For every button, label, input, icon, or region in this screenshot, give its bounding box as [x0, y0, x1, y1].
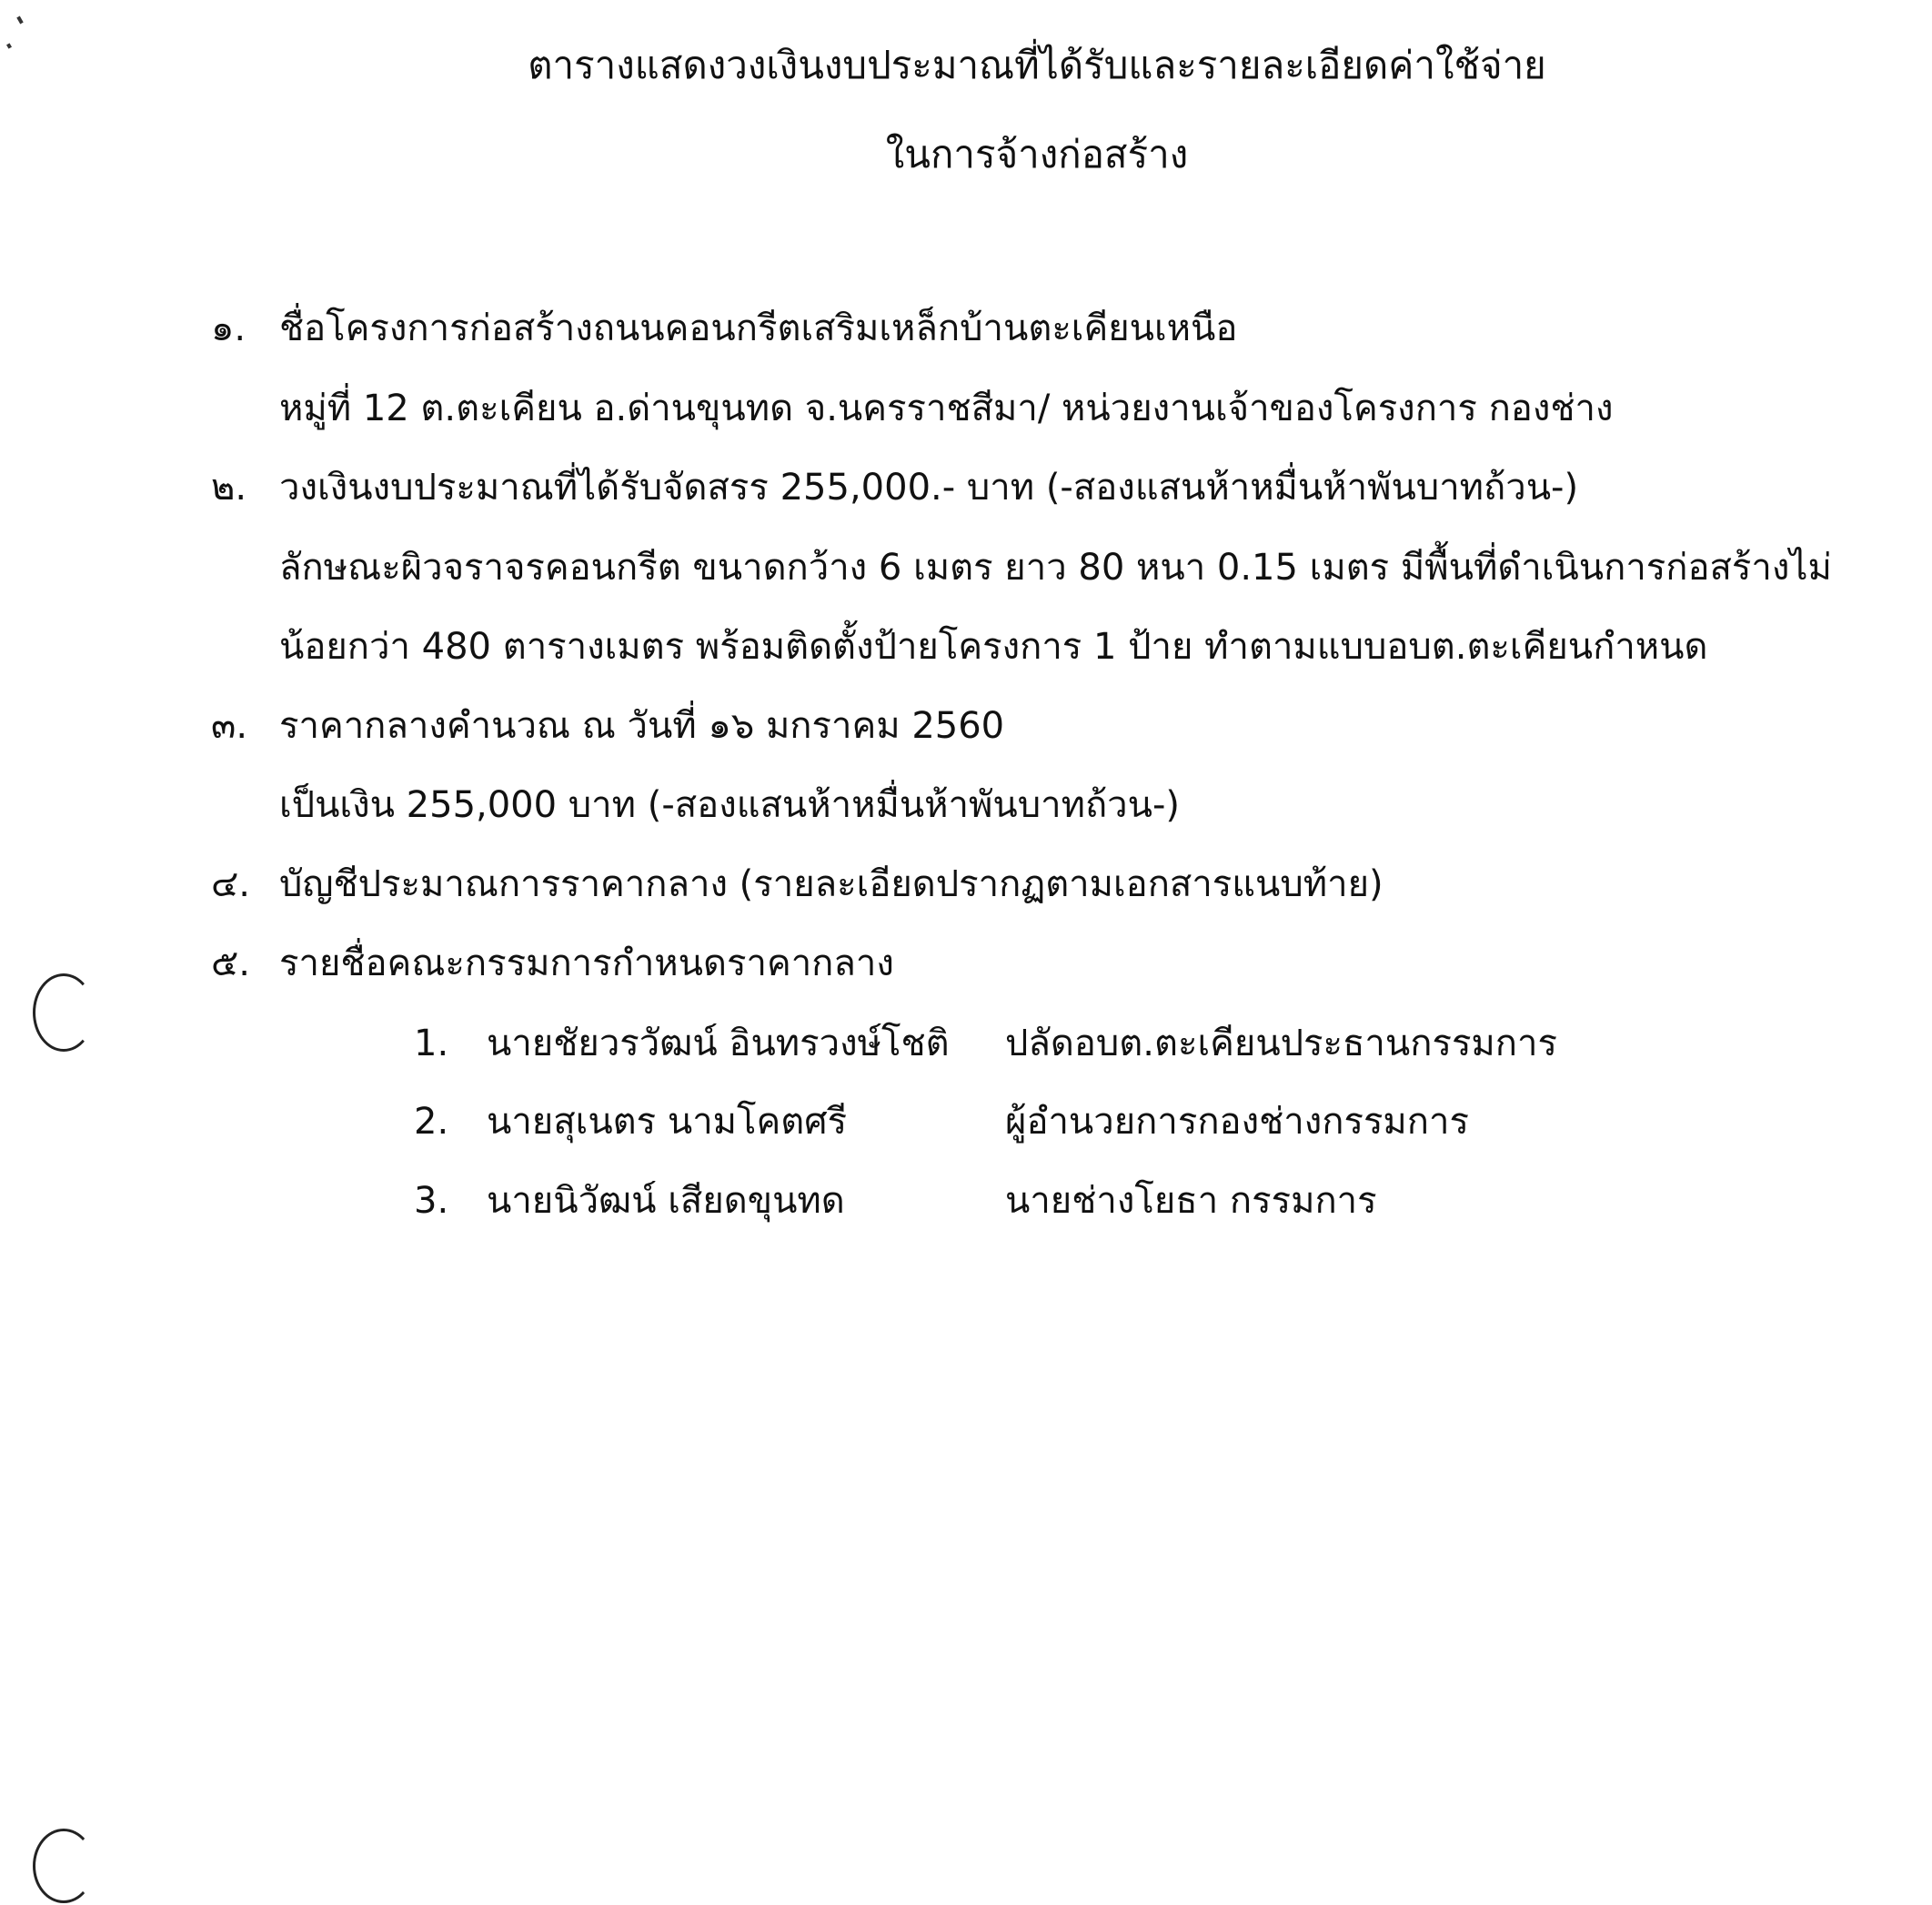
- item-3-line-2: เป็นเงิน 255,000 บาท (-สองแสนห้าหมื่นห้าพันบาทถ้วน-): [279, 784, 1180, 826]
- scan-mark: [6, 43, 12, 48]
- punch-hole: [33, 1829, 95, 1903]
- committee-name: นายนิวัฒน์ เสียดขุนทด: [487, 1180, 845, 1222]
- item-number: ๕.: [211, 942, 250, 984]
- committee-role: ปลัดอบต.ตะเคียนประธานกรรมการ: [1005, 1023, 1557, 1064]
- committee-number: 3.: [414, 1180, 449, 1222]
- item-2-line-3: น้อยกว่า 480 ตารางเมตร พร้อมติดตั้งป้ายโครงการ 1 ป้าย ทำตามแบบอบต.ตะเคียนกำหนด: [279, 626, 1708, 668]
- committee-role: นายช่างโยธา กรรมการ: [1005, 1180, 1377, 1222]
- document-subtitle: ในการจ้างก่อสร้าง: [885, 132, 1189, 176]
- punch-hole: [33, 973, 95, 1052]
- committee-name: นายสุเนตร นามโคตศรี: [487, 1101, 848, 1143]
- item-number: ๑.: [211, 307, 247, 349]
- item-4-line-1: บัญชีประมาณการราคากลาง (รายละเอียดปรากฏตามเอกสารแนบท้าย): [279, 863, 1384, 905]
- item-number: ๓.: [211, 705, 248, 747]
- item-2-line-1: วงเงินงบประมาณที่ได้รับจัดสรร 255,000.- บาท (-สองแสนห้าหมื่นห้าพันบาทถ้วน-): [279, 467, 1579, 509]
- item-number: ๒.: [211, 467, 247, 509]
- committee-number: 1.: [414, 1023, 449, 1064]
- item-3-line-1: ราคากลางคำนวณ ณ วันที่ ๑๖ มกราคม 2560: [279, 705, 1005, 747]
- item-2-line-2: ลักษณะผิวจราจรคอนกรีต ขนาดกว้าง 6 เมตร ยาว 80 หนา 0.15 เมตร มีพื้นที่ดำเนินการก่อสร้างไม่: [279, 547, 1832, 589]
- item-1-line-1: ชื่อโครงการก่อสร้างถนนคอนกรีตเสริมเหล็กบ้านตะเคียนเหนือ: [279, 307, 1238, 349]
- committee-name: นายชัยวรวัฒน์ อินทรวงษ์โชติ: [487, 1023, 950, 1064]
- item-5-line-1: รายชื่อคณะกรรมการกำหนดราคากลาง: [279, 942, 894, 984]
- item-1-line-2: หมู่ที่ 12 ต.ตะเคียน อ.ด่านขุนทด จ.นครราชสีมา/ หน่วยงานเจ้าของโครงการ กองช่าง: [279, 388, 1614, 429]
- document-title: ตารางแสดงวงเงินงบประมาณที่ได้รับและรายละเอียดค่าใช้จ่าย: [528, 43, 1546, 87]
- committee-role: ผู้อำนวยการกองช่างกรรมการ: [1005, 1101, 1469, 1143]
- item-number: ๔.: [211, 863, 250, 905]
- committee-number: 2.: [414, 1101, 449, 1143]
- scan-mark: [16, 16, 23, 25]
